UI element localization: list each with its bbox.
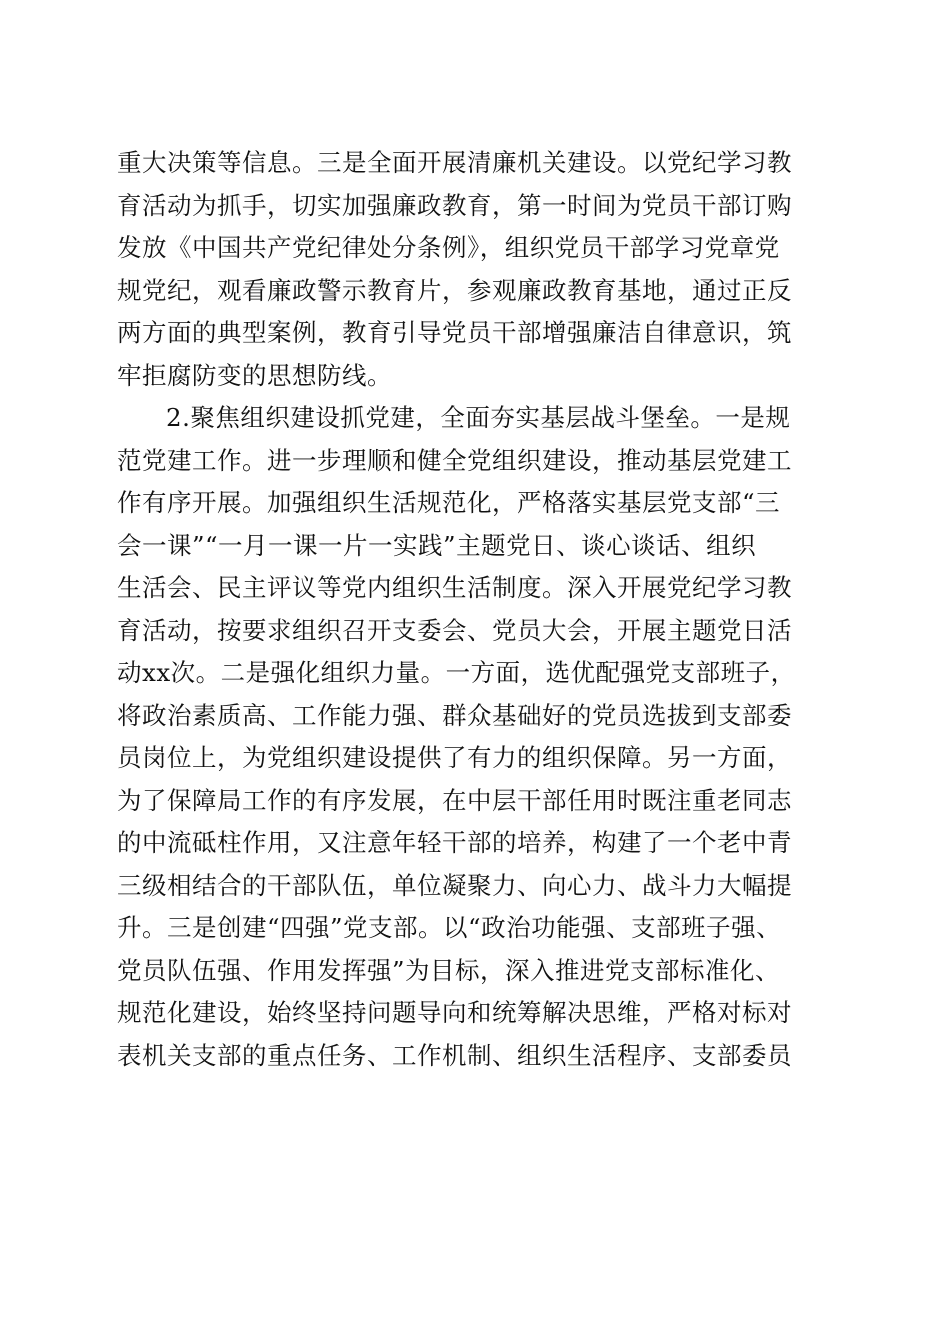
paragraph-1 [117,142,837,397]
text-line: 表机关支部的重点任务、工作机制、组织生活程序、支部委员 [117,1040,792,1070]
text-line: 作有序开展。加强组织生活规范化，严格落实基层党支部“三 [117,488,781,517]
document-body [117,142,837,1077]
text-line: 的中流砥柱作用，又注意年轻干部的培养，构建了一个老中青 [117,828,792,857]
text-line: 党员队伍强、作用发挥强”为目标，深入推进党支部标准化、 [117,955,781,985]
text-line: 重大决策等信息。三是全面开展清廉机关建设。以党纪学习教 [117,148,792,177]
text-line: 动xx次。二是强化组织力量。一方面，选优配强党支部班子， [117,658,796,687]
text-line: 育活动，按要求组织召开支委会、党员大会，开展主题党日活 [117,615,792,645]
text-line: 员岗位上，为党组织建设提供了有力的组织保障。另一方面， [117,743,792,772]
text-line: 牢拒腐防变的思想防线。 [117,360,392,390]
text-line: 2.聚焦组织建设抓党建，全面夯实基层战斗堡垒。一是规 [166,403,791,432]
paragraph-2 [117,397,837,1077]
text-line: 将政治素质高、工作能力强、群众基础好的党员选拔到支部委 [117,700,792,730]
text-line: 育活动为抓手，切实加强廉政教育，第一时间为党员干部订购 [117,190,792,220]
text-line: 规党纪，观看廉政警示教育片，参观廉政教育基地，通过正反 [117,275,792,305]
text-line: 三级相结合的干部队伍，单位凝聚力、向心力、战斗力大幅提 [117,870,792,900]
text-line: 两方面的典型案例，教育引导党员干部增强廉洁自律意识，筑 [117,318,792,347]
text-line: 规范化建设，始终坚持问题导向和统筹解决思维，严格对标对 [117,998,792,1027]
text-line: 为了保障局工作的有序发展，在中层干部任用时既注重老同志 [117,785,792,815]
text-line: 范党建工作。进一步理顺和健全党组织建设，推动基层党建工 [117,445,792,475]
text-line: 升。三是创建“四强”党支部。以“政治功能强、支部班子强、 [117,913,782,942]
text-line: 发放《中国共产党纪律处分条例》，组织党员干部学习党章党 [117,233,780,262]
text-line: 会一课”“一月一课一片一实践”主题党日、谈心谈话、组织 [117,530,757,560]
text-line: 生活会、民主评议等党内组织生活制度。深入开展党纪学习教 [117,573,792,602]
